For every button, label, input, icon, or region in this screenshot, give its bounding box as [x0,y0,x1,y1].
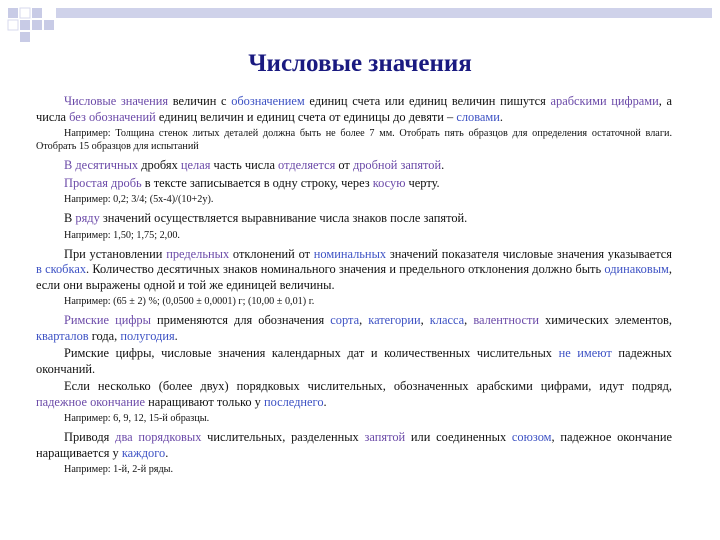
slide-title: Числовые значения [248,50,472,77]
text-run: . [174,328,178,343]
text-run: Например: 1-й, 2-й ряды. [64,464,174,475]
text-run: . [323,394,327,409]
rule-paragraph [36,176,672,192]
highlighted-term: Простая дробь [64,175,142,190]
text-run: единиц счета или единиц величин пишутся [304,94,551,108]
text-run: наращивают только у [144,394,264,409]
highlighted-term: союзом [511,430,552,444]
example-paragraph [36,463,672,476]
rule-paragraph [36,158,672,174]
text-run: , [464,313,474,327]
highlighted-term: предельных [166,246,230,261]
text-run: , [420,313,430,327]
text-run: При установлении [64,246,167,261]
highlighted-term: не имеют [558,346,612,360]
highlighted-term: два порядковых [115,430,202,444]
deco-square [8,20,18,30]
rule-paragraph [36,313,672,344]
highlighted-term: целая [180,158,211,172]
text-run: часть числа [210,158,279,172]
text-run: Приводя [64,430,116,444]
highlighted-term: номинальных [313,246,387,261]
highlighted-term: дробной запятой [352,158,442,172]
deco-square [20,32,30,42]
highlighted-term: словами [456,109,500,124]
highlighted-term: каждого [121,445,166,460]
slide-body [36,94,672,481]
text-run: , падежное окончание наращивается у [36,430,673,460]
rule-paragraph [36,346,672,377]
rule-paragraph [36,430,672,461]
highlighted-term: ряду [75,211,100,225]
text-run: . [441,158,445,172]
deco-square [20,20,30,30]
text-run: В [64,211,76,225]
deco-square [32,20,42,30]
text-run: Римские цифры, числовые значения календарных дат и количественных числительных [64,346,559,360]
text-run: года, [88,328,121,343]
example-paragraph [36,127,672,153]
text-run: , [359,313,369,327]
text-run: . [499,109,503,124]
text-run: падежных окончаний. [36,346,672,376]
text-run: или соединенных [405,430,512,444]
header-decoration [0,0,720,48]
example-paragraph [36,229,672,242]
highlighted-term: Числовые значения [64,94,169,108]
highlighted-term: кварталов [36,328,89,343]
text-run: Например: Толщина стенок литых деталей должна быть не более 7 мм. Отобрать пять образцов для определения остаточной влаги. Отобрать 15 образцов для испытаний [36,128,672,152]
text-run: числительных, разделенных [201,430,365,444]
highlighted-term: Римские цифры [64,313,151,327]
text-run: Например: (65 ± 2) %; (0,0500 ± 0,0001) г; (10,00 ± 0,01) г. [64,296,315,307]
highlighted-term: арабскими цифрами [550,94,659,108]
deco-bar [56,8,712,18]
highlighted-term: категории [368,313,421,327]
rule-paragraph [36,94,672,125]
text-run: Например: 0,2; 3/4; (5х-4)/(10+2у). [64,194,214,205]
text-run: химических элементов, [539,313,672,327]
text-run: в тексте записывается в одну строку, через [141,175,373,190]
text-run: , если они выражены одной и той же единицей величины. [36,262,672,292]
highlighted-term: без обозначений [69,109,156,124]
example-paragraph [36,412,672,425]
highlighted-term: одинаковым [604,262,669,276]
text-run: . [165,445,169,460]
rule-paragraph [36,379,672,410]
text-run: черту. [405,175,440,190]
deco-square [32,8,42,18]
rule-paragraph [36,247,672,294]
text-run: значений осуществляется выравнивание числа знаков после запятой. [99,211,468,225]
text-run: дробях [138,158,181,172]
highlighted-term: класса [429,313,465,327]
highlighted-term: обозначением [231,94,305,108]
example-paragraph [36,295,672,308]
text-run: величин с [168,94,232,108]
text-run: Например: 1,50; 1,75; 2,00. [64,229,180,241]
text-run: . Количество десятичных знаков номинального значения и предельного отклонения должно быть [86,262,605,276]
text-run: Например: 6, 9, 12, 15-й образцы. [64,413,210,424]
highlighted-term: падежное окончание [36,394,145,409]
text-run: Если несколько (более двух) порядковых числительных, обозначенных арабскими цифрами, идут подряд, [64,379,672,393]
text-run: отклонений от [229,246,314,261]
highlighted-term: сорта [330,313,360,327]
text-run: единиц величин и единиц счета от единицы до девяти – [155,109,457,124]
highlighted-term: полугодия [120,328,175,343]
highlighted-term: в скобках [36,262,87,276]
rule-paragraph [36,211,672,227]
text-run: применяются для обозначения [150,313,331,327]
example-paragraph [36,193,672,206]
highlighted-term: В десятичных [64,158,139,172]
text-run: значений показателя числовые значения указывается [386,246,672,261]
text-run: от [335,158,353,172]
highlighted-term: валентности [473,313,540,327]
highlighted-term: отделяется [278,158,336,172]
deco-square [8,8,18,18]
deco-square [20,8,30,18]
text-run: , а числа [36,94,672,124]
highlighted-term: запятой [364,430,406,444]
highlighted-term: косую [372,175,406,190]
deco-square [44,20,54,30]
header-squares-graphic [0,0,720,48]
highlighted-term: последнего [263,394,324,409]
